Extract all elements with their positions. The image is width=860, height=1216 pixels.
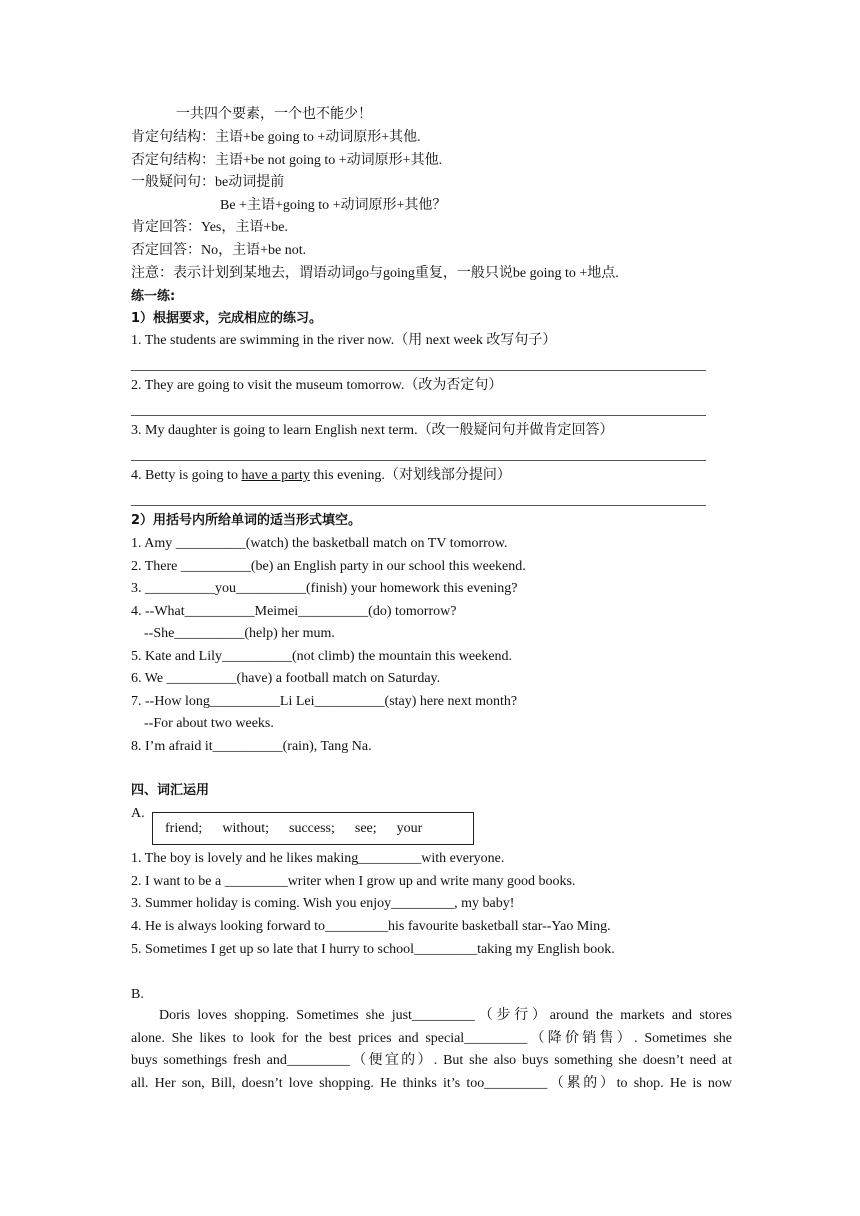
vocab-question-5: 5. Sometimes I get up so late that I hurry to school_________taking my English book. (131, 942, 615, 957)
word-bank-item: success; (289, 821, 335, 836)
vocab-question-1: 1. The boy is lovely and he likes making_________with everyone. (131, 851, 505, 866)
word-bank (165, 821, 442, 837)
negative-structure: 否定句结构：主语+be not going to +动词原形+其他. (131, 153, 443, 168)
part1-question-3: 3. My daughter is going to learn English next term.（改一般疑问句并做肯定回答） (131, 423, 614, 438)
underlined-phrase: have a party (241, 468, 310, 483)
note-line: 注意：表示计划到某地去，谓语动词go与going重复，一般只说be going to +地点. (131, 266, 619, 281)
word-bank-item: your (396, 821, 423, 836)
vocab-question-4: 4. He is always looking forward to_________his favourite basketball star--Yao Ming. (131, 919, 611, 934)
part2-question-1: 1. Amy __________(watch) the basketball match on TV tomorrow. (131, 536, 508, 551)
answer-line (131, 460, 706, 461)
part2-question-8: 8. I’m afraid it__________(rain), Tang Na. (131, 739, 372, 754)
vocab-question-2: 2. I want to be a _________writer when I grow up and write many good books. (131, 874, 576, 889)
part2-question-5: 5. Kate and Lily__________(not climb) the mountain this weekend. (131, 649, 513, 664)
section-b-label: B. (131, 987, 144, 1002)
passage-line: buys somethings fresh and_________（便宜的）. But she also buys something she doesn’t need at (131, 1053, 732, 1069)
passage-line: all. Her son, Bill, doesn’t love shopping. He thinks it’s too_________（累的）to shop. He is now (131, 1075, 732, 1091)
part1-question-4 (131, 467, 511, 485)
section4-title: 四、词汇运用 (131, 783, 210, 798)
word-bank-box (152, 812, 474, 845)
section-a-label: A. (131, 806, 145, 821)
passage (131, 1005, 732, 1095)
word-bank-item: without; (222, 821, 269, 836)
negative-answer: 否定回答：No，主语+be not. (131, 243, 307, 258)
part2-question-3: 3. __________you__________(finish) your homework this evening? (131, 581, 518, 596)
positive-answer: 肯定回答：Yes，主语+be. (131, 220, 288, 235)
part2-question-4: 4. --What__________Meimei__________(do) tomorrow? (131, 604, 457, 619)
question-formula: Be +主语+going to +动词原形+其他？ (220, 198, 447, 213)
part1-question-1: 1. The students are swimming in the river now.（用 next week 改写句子） (131, 333, 557, 348)
answer-line (131, 415, 706, 416)
part2-question-7-reply: --For about two weeks. (144, 716, 274, 731)
q4-text-end: this evening.（对划线部分提问） (309, 468, 511, 483)
part2-question-7: 7. --How long__________Li Lei__________(stay) here next month? (131, 694, 518, 709)
vocab-question-3: 3. Summer holiday is coming. Wish you enjoy_________, my baby! (131, 896, 515, 911)
word-bank-item: see; (354, 821, 377, 836)
affirmative-structure: 肯定句结构：主语+be going to +动词原形+其他. (131, 130, 421, 145)
practice-title: 练一练: (131, 289, 176, 304)
answer-line (131, 370, 706, 371)
passage-line: Doris loves shopping. Sometimes she just_________（步行）around the markets and stores (159, 1008, 732, 1023)
part2-question-6: 6. We __________(have) a football match on Saturday. (131, 671, 441, 686)
q4-text-start: 4. Betty is going to (131, 468, 242, 483)
part2-title: 2）用括号内所给单词的适当形式填空。 (131, 513, 362, 528)
answer-line (131, 505, 706, 506)
intro-line: 一共四个要素，一个也不能少！ (176, 107, 372, 122)
word-bank-item: friend; (165, 821, 203, 836)
part1-question-2: 2. They are going to visit the museum tomorrow.（改为否定句） (131, 378, 503, 393)
part2-question-2: 2. There __________(be) an English party in our school this weekend. (131, 559, 526, 574)
question-structure: 一般疑问句：be动词提前 (131, 175, 285, 190)
part1-title: 1）根据要求，完成相应的练习。 (131, 311, 323, 326)
passage-line: alone. She likes to look for the best prices and special_________（降价销售）. Sometimes she (131, 1030, 732, 1046)
part2-question-4-reply: --She__________(help) her mum. (144, 626, 335, 641)
